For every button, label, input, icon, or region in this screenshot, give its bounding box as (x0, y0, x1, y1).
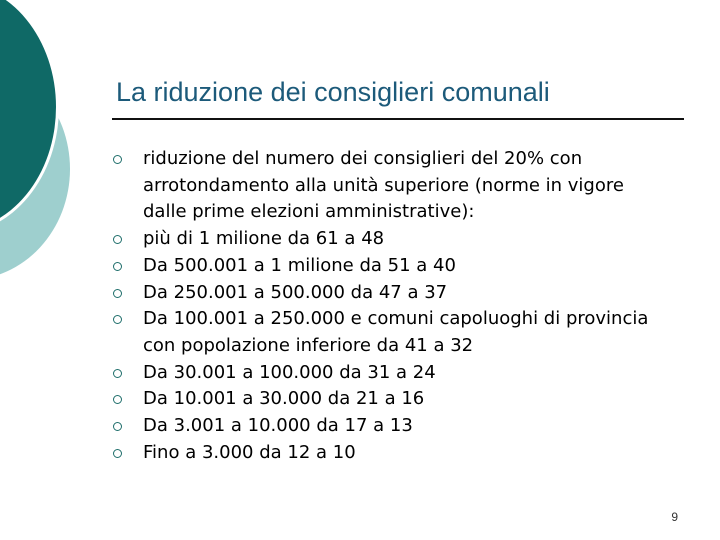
circle-bullet-icon (113, 262, 122, 271)
list-item-text: Da 250.001 a 500.000 da 47 a 37 (143, 281, 448, 303)
list-item-text: più di 1 milione da 61 a 48 (143, 228, 385, 250)
bullet-list (112, 146, 672, 466)
title-divider (112, 118, 684, 120)
circle-bullet-icon (113, 422, 122, 431)
list-item-text: Da 3.001 a 10.000 da 17 a 13 (143, 415, 413, 437)
list-item-text: Da 10.001 a 30.000 da 21 a 16 (143, 388, 425, 410)
circle-bullet-icon (113, 315, 122, 324)
list-item-text: Da 30.001 a 100.000 da 31 a 24 (143, 361, 436, 383)
list-item (112, 413, 672, 440)
list-item-text: Fino a 3.000 da 12 a 10 (143, 441, 356, 463)
list-item (112, 253, 672, 280)
list-item (112, 360, 672, 387)
page-number: 9 (671, 510, 678, 524)
circle-bullet-icon (113, 289, 122, 298)
list-item-text: riduzione del numero dei consiglieri del 20% con arrotondamento alla unità superiore (norme in vigore dalle prime elezioni amministrative): (143, 148, 624, 223)
circle-bullet-icon (113, 155, 122, 164)
circle-bullet-icon (113, 395, 122, 404)
list-item (112, 440, 672, 467)
list-item (112, 226, 672, 253)
slide-title: La riduzione dei consiglieri comunali (116, 77, 550, 107)
circle-bullet-icon (113, 235, 122, 244)
circle-bullet-icon (113, 449, 122, 458)
list-item-text: Da 500.001 a 1 milione da 51 a 40 (143, 254, 456, 276)
list-item (112, 280, 672, 307)
list-item-text: Da 100.001 a 250.000 e comuni capoluoghi di provincia con popolazione inferiore da 41 a 32 (143, 308, 649, 356)
list-item (112, 146, 672, 226)
list-item (112, 306, 672, 359)
circle-bullet-icon (113, 369, 122, 378)
list-item (112, 386, 672, 413)
